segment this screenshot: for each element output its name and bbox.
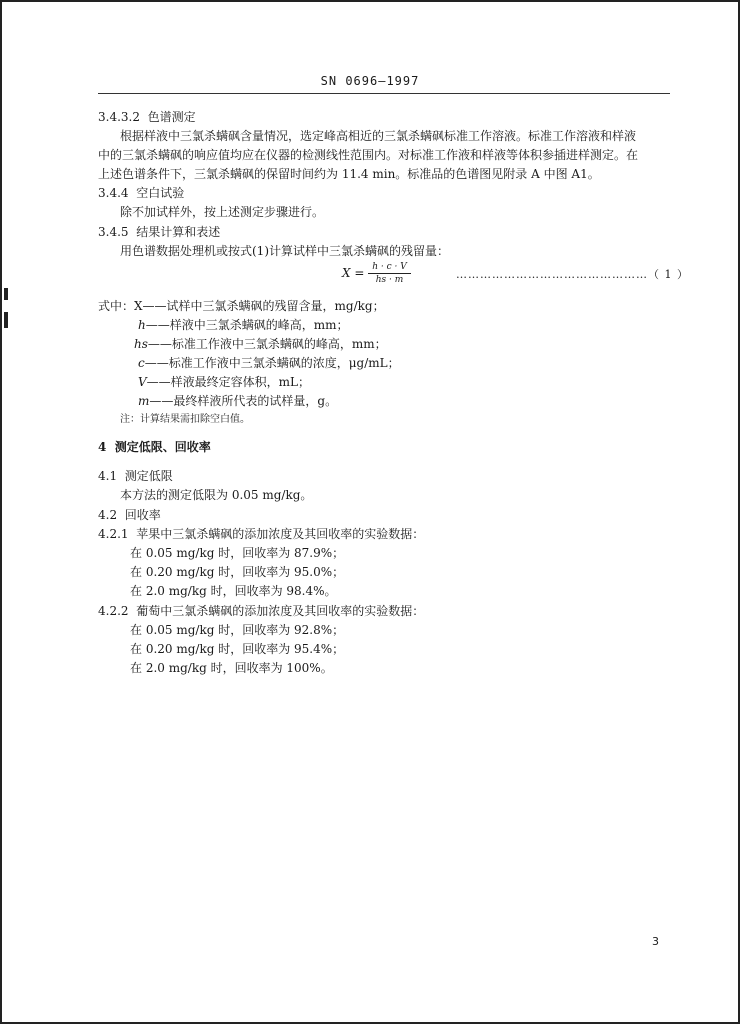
recovery-item: 在 0.20 mg/kg 时，回收率为 95.4%； <box>130 642 345 656</box>
variable-symbol: 式中：X <box>98 299 143 313</box>
header-rule <box>98 93 670 94</box>
paragraph-line: 用色谱数据处理机或按式(1)计算试样中三氯杀螨砜的残留量： <box>120 244 450 258</box>
section-number: 4 <box>98 440 107 454</box>
section-number: 3.4.5 <box>98 225 129 239</box>
variable-description: ——样液中三氯杀螨砜的峰高，mm； <box>145 318 349 332</box>
recovery-item: 在 0.05 mg/kg 时，回收率为 92.8%； <box>130 623 345 637</box>
variable-description: ——试样中三氯杀螨砜的残留含量，mg/kg； <box>142 299 385 313</box>
scan-mark <box>4 312 8 328</box>
section-title: 葡萄中三氯杀螨砜的添加浓度及其回收率的实验数据： <box>136 604 425 618</box>
formula-lhs: X = <box>342 266 365 280</box>
section-4-2-1-heading <box>98 527 424 541</box>
section-number: 4.2.2 <box>98 604 129 618</box>
paragraph-line: 除不加试样外，按上述测定步骤进行。 <box>120 205 325 219</box>
variable-description: ——最终样液所代表的试样量，g。 <box>149 394 338 408</box>
paragraph-line: 上述色谱条件下，三氯杀螨砜的保留时间约为 11.4 min。标准品的色谱图见附录 A 中图 A1。 <box>98 167 600 181</box>
variable-row <box>138 394 337 408</box>
section-title: 空白试验 <box>136 186 185 200</box>
variable-symbol: m <box>138 394 150 408</box>
section-title: 结果计算和表述 <box>136 225 221 239</box>
variable-symbol: c <box>138 356 145 370</box>
variable-description: ——标准工作液中三氯杀螨砜的浓度，μg/mL； <box>144 356 400 370</box>
section-4-1-heading <box>98 469 173 483</box>
section-title: 回收率 <box>124 508 161 522</box>
variable-description: ——样液最终定容体积，mL； <box>146 375 311 389</box>
section-4-2-heading <box>98 508 161 522</box>
section-3-4-5-heading <box>98 225 220 239</box>
section-4-2-2-heading <box>98 604 424 618</box>
page-number: 3 <box>652 935 659 948</box>
section-title: 苹果中三氯杀螨砜的添加浓度及其回收率的实验数据： <box>136 527 425 541</box>
note: 注：计算结果需扣除空白值。 <box>120 414 250 425</box>
section-3-4-4-heading <box>98 186 184 200</box>
section-number: 3.4.4 <box>98 186 129 200</box>
formula-numerator: h · c · V <box>368 261 411 274</box>
section-3-4-3-2-heading <box>98 110 196 124</box>
paragraph-line: 根据样液中三氯杀螨砜含量情况，选定峰高相近的三氯杀螨砜标准工作溶液。标准工作溶液和样液 <box>120 129 637 143</box>
section-number: 4.2.1 <box>98 527 129 541</box>
recovery-item: 在 2.0 mg/kg 时，回收率为 98.4%。 <box>130 584 337 598</box>
paragraph-line: 中的三氯杀螨砜的响应值均应在仪器的检测线性范围内。对标准工作液和样液等体积参插进样测定。在 <box>98 148 639 162</box>
variable-row <box>138 318 349 332</box>
formula-fraction <box>368 261 411 286</box>
recovery-item: 在 0.20 mg/kg 时，回收率为 95.0%； <box>130 565 345 579</box>
variable-row <box>138 375 310 389</box>
variable-symbol: h <box>138 318 146 332</box>
scan-mark <box>4 288 8 300</box>
variable-symbol: V <box>138 375 147 389</box>
section-title: 测定低限、回收率 <box>114 440 211 454</box>
paragraph-line: 本方法的测定低限为 0.05 mg/kg。 <box>120 488 313 502</box>
section-title: 测定低限 <box>124 469 173 483</box>
section-number: 4.2 <box>98 508 118 522</box>
section-title: 色谱测定 <box>147 110 196 124</box>
page-header: SN 0696—1997 <box>320 74 420 88</box>
formula-denominator: hs · m <box>375 275 404 285</box>
variable-row <box>134 337 387 351</box>
section-4-heading <box>98 440 211 454</box>
variable-description: ——标准工作液中三氯杀螨砜的峰高，mm； <box>147 337 387 351</box>
section-number: 3.4.3.2 <box>98 110 140 124</box>
formula-leader: …………………………………………（ 1 ） <box>456 268 689 281</box>
recovery-item: 在 0.05 mg/kg 时，回收率为 87.9%； <box>130 546 345 560</box>
variable-symbol: hs <box>134 337 148 351</box>
recovery-item: 在 2.0 mg/kg 时，回收率为 100%。 <box>130 661 333 675</box>
formula <box>342 261 411 286</box>
section-number: 4.1 <box>98 469 118 483</box>
variable-row <box>138 356 400 370</box>
variable-row <box>98 299 385 313</box>
